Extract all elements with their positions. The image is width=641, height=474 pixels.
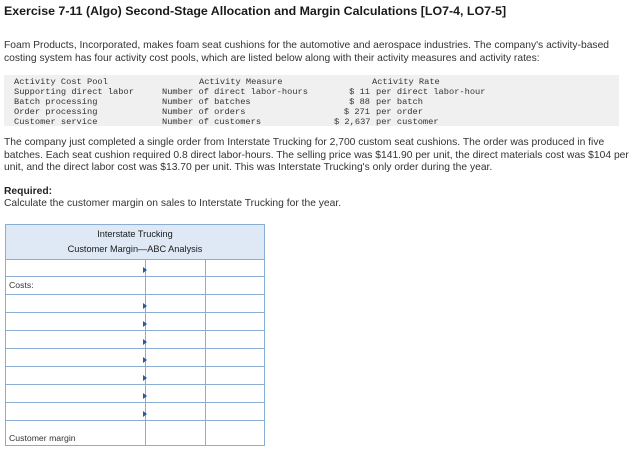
customer-margin-label: Customer margin (6, 421, 146, 445)
cost-amount-input-6[interactable] (146, 387, 205, 404)
dropdown-arrow-icon[interactable] (143, 411, 147, 417)
dropdown-arrow-icon[interactable] (143, 267, 147, 273)
worksheet-title: Customer Margin—ABC Analysis (67, 244, 203, 254)
rate-unit: per batch (376, 97, 423, 107)
amount-cell[interactable] (146, 367, 206, 384)
cost-label-input-3[interactable] (9, 331, 145, 348)
sales-total-input[interactable] (206, 261, 264, 278)
intro-paragraph: Foam Products, Incorporated, makes foam seat cushions for the automotive and aerospace industries. The company's activity-based costing system has four activity cost pools, which are listed below along with their activity measures and activity rates: (4, 40, 610, 64)
required-label: Required: (4, 186, 53, 197)
amount-cell[interactable] (146, 403, 206, 420)
required-text: Calculate the customer margin on sales to Interstate Trucking for the year. (4, 198, 342, 209)
pool-column (14, 77, 134, 127)
worksheet-header (6, 225, 264, 260)
pool-name: Supporting direct labor (14, 87, 134, 97)
cost-label-input-5[interactable] (9, 367, 145, 384)
pool-name: Customer service (14, 117, 98, 127)
cost-amount-input-2[interactable] (146, 315, 205, 332)
cost-label-input-4[interactable] (9, 349, 145, 366)
table-row (6, 313, 264, 331)
total-cell (206, 331, 264, 348)
rate-amount: $ 2,637 (334, 117, 371, 127)
total-cell (206, 313, 264, 330)
amount-cell[interactable] (146, 259, 206, 276)
table-row (6, 331, 264, 349)
measure-name: Number of direct labor-hours (162, 87, 308, 97)
exercise-title: Exercise 7-11 (Algo) Second-Stage Allocation and Margin Calculations [LO7-4, LO7-5] (4, 4, 507, 18)
total-cell (206, 277, 264, 294)
rate-amount: $ 88 (349, 97, 370, 107)
cost-amount-input-1[interactable] (146, 297, 205, 314)
measure-name: Number of orders (162, 107, 246, 117)
label-cell[interactable] (6, 313, 146, 330)
table-row (6, 367, 264, 385)
total-cell (206, 295, 264, 312)
label-cell[interactable] (6, 295, 146, 312)
customer-margin-input[interactable] (206, 421, 264, 445)
sales-label-input[interactable] (9, 259, 145, 276)
costs-label: Costs: (6, 277, 146, 294)
total-costs-input[interactable] (206, 405, 264, 422)
label-cell[interactable] (6, 259, 146, 276)
total-cell (206, 385, 264, 402)
dropdown-arrow-icon[interactable] (143, 375, 147, 381)
rate-unit: per order (376, 107, 423, 117)
rate-amount-column (334, 87, 370, 127)
measure-name: Number of batches (162, 97, 251, 107)
amount-cell[interactable] (146, 331, 206, 348)
worksheet-company: Interstate Trucking (97, 229, 173, 239)
label-cell[interactable] (6, 367, 146, 384)
activity-cost-pool-table (4, 75, 619, 126)
pool-name: Order processing (14, 107, 98, 117)
rate-unit-column (376, 87, 485, 127)
amount-cell (146, 277, 206, 294)
table-row (6, 277, 264, 295)
table-row (6, 385, 264, 403)
label-cell[interactable] (6, 331, 146, 348)
total-cell[interactable] (206, 259, 264, 276)
cost-amount-input-3[interactable] (146, 333, 205, 350)
total-cell (206, 349, 264, 366)
dropdown-arrow-icon[interactable] (143, 339, 147, 345)
measure-header: Activity Measure (199, 77, 283, 87)
rate-unit: per direct labor-hour (376, 87, 486, 97)
cost-label-input-7[interactable] (9, 403, 145, 420)
rate-header: Activity Rate (372, 77, 440, 87)
cost-amount-input-4[interactable] (146, 351, 205, 368)
amount-cell[interactable] (146, 349, 206, 366)
cost-amount-input-7[interactable] (146, 405, 205, 422)
table-row (6, 403, 264, 421)
table-row (6, 421, 264, 445)
cost-label-input-6[interactable] (9, 385, 145, 402)
dropdown-arrow-icon[interactable] (143, 357, 147, 363)
amount-cell[interactable] (146, 385, 206, 402)
measure-name: Number of customers (162, 117, 262, 127)
label-cell[interactable] (6, 403, 146, 420)
dropdown-arrow-icon[interactable] (143, 393, 147, 399)
measure-column (162, 77, 308, 127)
amount-cell (146, 421, 206, 445)
cost-amount-input-5[interactable] (146, 369, 205, 386)
total-cell[interactable] (206, 403, 264, 420)
amount-cell[interactable] (146, 295, 206, 312)
customer-margin-worksheet (5, 224, 265, 446)
pool-header: Activity Cost Pool (14, 77, 108, 87)
table-row (6, 259, 264, 277)
scenario-paragraph: The company just completed a single order from Interstate Trucking for 2,700 custom seat cushions. The order was produced in five batches. Each seat cushion required 0.8 direct labor-hours. The selling price was $141.90 per unit, the direct materials cost was $104 per unit, and the direct labor cost was $13.70 per unit. This was Interstate Trucking's only order during the year. (4, 137, 629, 173)
pool-name: Batch processing (14, 97, 98, 107)
dropdown-arrow-icon[interactable] (143, 321, 147, 327)
cost-label-input-2[interactable] (9, 313, 145, 330)
rate-header-column (372, 77, 440, 87)
rate-amount: $ 271 (343, 107, 370, 117)
label-cell[interactable] (6, 349, 146, 366)
rate-amount: $ 11 (349, 87, 370, 97)
dropdown-arrow-icon[interactable] (143, 303, 147, 309)
table-row (6, 295, 264, 313)
sales-amount-input[interactable] (146, 261, 205, 278)
total-cell (206, 367, 264, 384)
amount-cell[interactable] (146, 313, 206, 330)
rate-unit: per customer (376, 117, 439, 127)
total-cell[interactable] (206, 421, 264, 445)
table-row (6, 349, 264, 367)
cost-label-input-1[interactable] (9, 295, 145, 312)
label-cell[interactable] (6, 385, 146, 402)
